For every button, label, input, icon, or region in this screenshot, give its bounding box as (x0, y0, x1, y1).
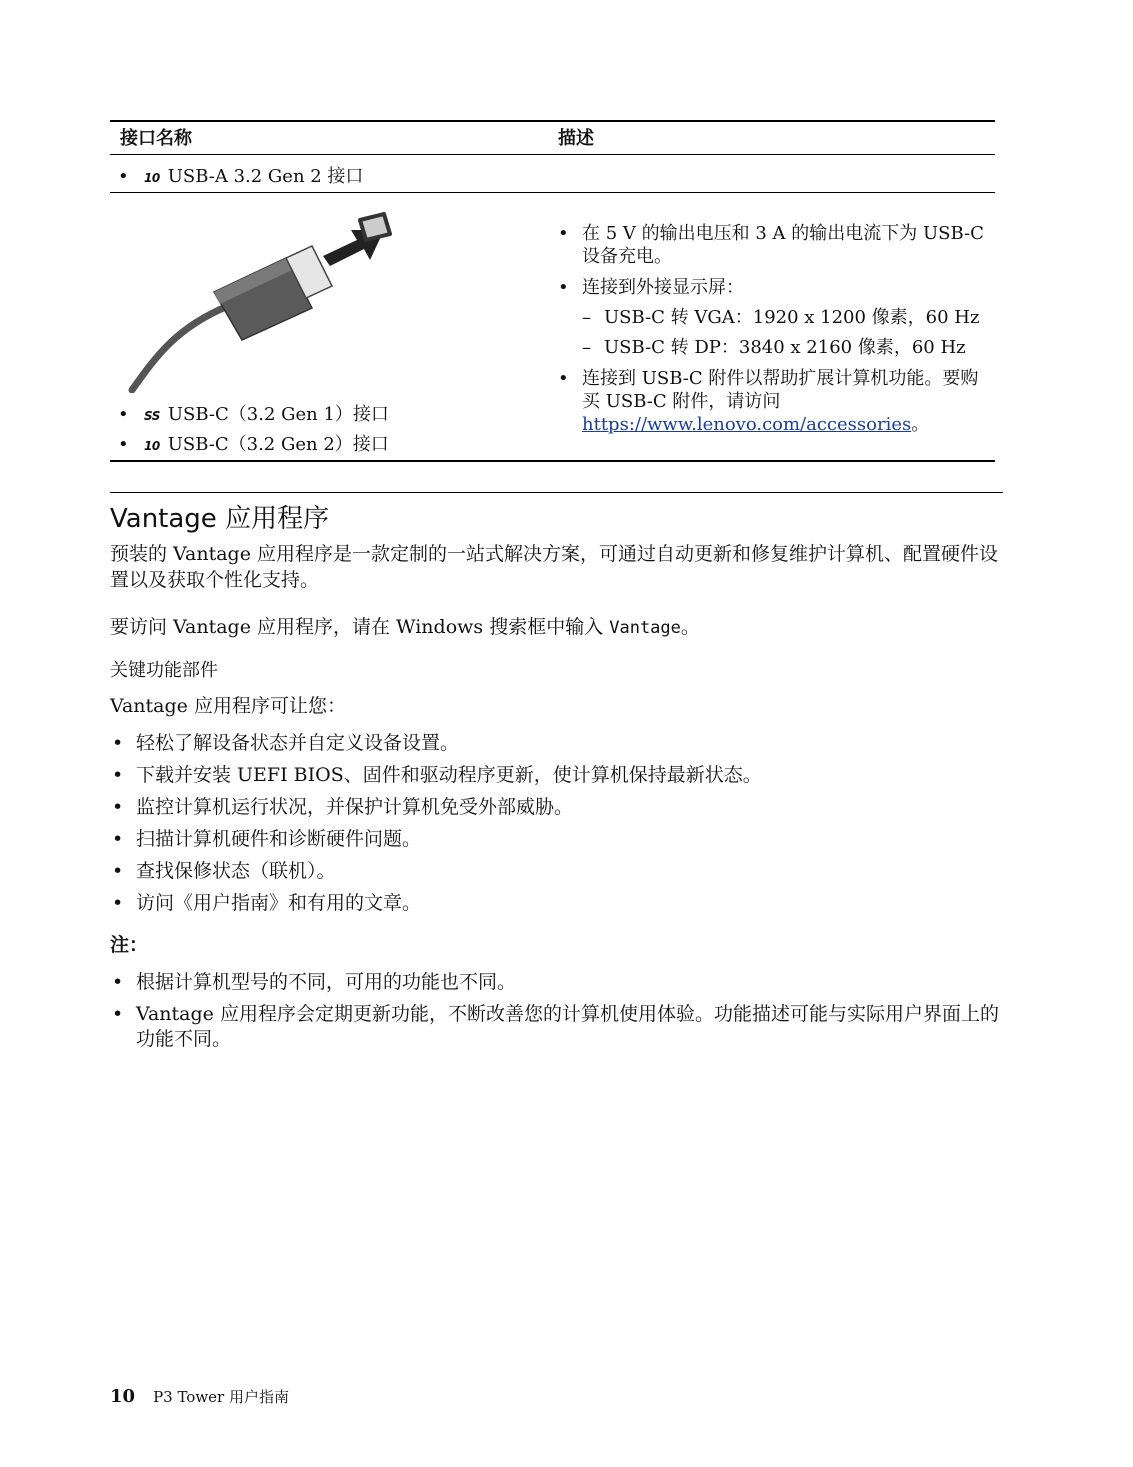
table-row (118, 404, 389, 427)
list-item: • 监控计算机运行状况，并保护计算机免受外部威胁。 (110, 795, 1005, 820)
list-item: • 根据计算机型号的不同，可用的功能也不同。 (110, 970, 1005, 995)
search-term: Vantage (609, 618, 681, 638)
list-item: • 连接到外接显示屏： (556, 276, 986, 299)
usb-10gbps-icon: 10 (144, 171, 160, 185)
table-header-port-name: 接口名称 (120, 128, 192, 149)
subheading: 关键功能部件 (110, 660, 218, 681)
list-item: • 在 5 V 的输出电压和 3 A 的输出电流下为 USB-C 设备充电。 (556, 222, 986, 268)
table-header-rule (110, 154, 995, 155)
access-paragraph (110, 614, 700, 641)
feature-list (110, 731, 1005, 923)
table-row (118, 434, 389, 457)
list-item: • 轻松了解设备状态并自定义设备设置。 (110, 731, 1005, 756)
note-list (110, 970, 1005, 1059)
table-row (118, 166, 363, 189)
access-suffix: 。 (680, 616, 700, 638)
section-rule (110, 492, 1003, 493)
list-item: • 下载并安装 UEFI BIOS、固件和驱动程序更新，使计算机保持最新状态。 (110, 763, 1005, 788)
usb-c-connector-illustration (120, 208, 400, 393)
sub-list-item: – USB-C 转 DP：3840 x 2160 像素，60 Hz (556, 337, 986, 359)
list-item: • 访问《用户指南》和有用的文章。 (110, 891, 1005, 916)
list-item: • 查找保修状态（联机）。 (110, 859, 1005, 884)
usb-10gbps-icon: 10 (144, 439, 160, 453)
features-intro: Vantage 应用程序可让您： (110, 695, 346, 717)
document-title: P3 Tower 用户指南 (153, 1388, 289, 1406)
port-label: USB-C（3.2 Gen 2）接口 (167, 434, 389, 455)
table-row1-rule (110, 192, 995, 193)
page-number: 10 (110, 1386, 136, 1407)
list-item (556, 367, 986, 436)
intro-paragraph: 预装的 Vantage 应用程序是一款定制的一站式解决方案，可通过自动更新和修复维护计算机、配置硬件设置以及获取个性化支持。 (110, 543, 998, 591)
access-text: 要访问 Vantage 应用程序，请在 Windows 搜索框中输入 (110, 616, 610, 638)
list-item-suffix: 。 (911, 414, 930, 435)
accessories-link[interactable]: https://www.lenovo.com/accessories (582, 414, 912, 435)
bullet: • (118, 166, 129, 187)
bullet: • (118, 404, 129, 425)
bullet: • (118, 434, 129, 455)
table-header-description: 描述 (558, 128, 594, 149)
note-label: 注： (110, 934, 149, 956)
sub-list-item: – USB-C 转 VGA：1920 x 1200 像素，60 Hz (556, 307, 986, 329)
list-item: • Vantage 应用程序会定期更新功能，不断改善您的计算机使用体验。功能描述可能与实际用户界面上的功能不同。 (110, 1002, 1005, 1052)
table-top-rule (110, 120, 995, 122)
section-title: Vantage 应用程序 (110, 504, 330, 534)
usb-superspeed-icon: SS (144, 409, 160, 423)
list-item-text: 连接到 USB-C 附件以帮助扩展计算机功能。要购买 USB-C 附件，请访问 (582, 368, 979, 412)
port-label: USB-C（3.2 Gen 1）接口 (167, 404, 389, 425)
port-description (556, 222, 986, 444)
table-bottom-rule (110, 460, 995, 462)
port-label: USB-A 3.2 Gen 2 接口 (167, 166, 364, 187)
page-footer (110, 1386, 289, 1407)
list-item: • 扫描计算机硬件和诊断硬件问题。 (110, 827, 1005, 852)
